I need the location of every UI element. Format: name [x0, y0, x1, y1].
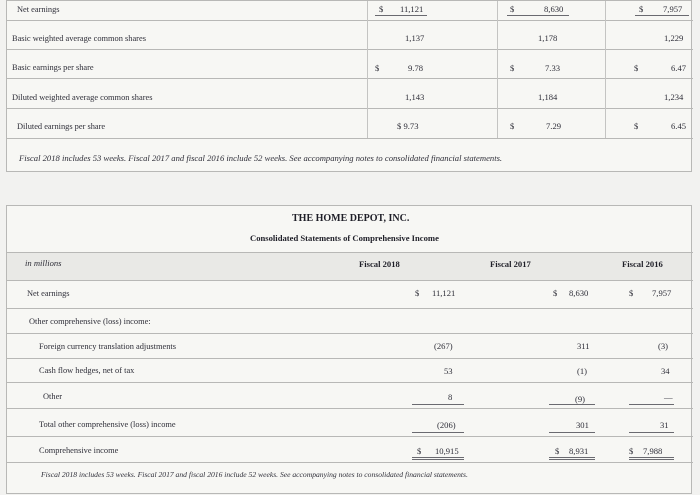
header-fiscal-2017: Fiscal 2017 [490, 259, 531, 269]
basic-eps-fy2017: 7.33 [545, 63, 561, 73]
foreign-currency-fy2017: 311 [577, 341, 590, 351]
diluted-shares-fy2018: 1,143 [405, 92, 425, 102]
units-label: in millions [25, 258, 62, 268]
currency-symbol: $ [417, 446, 422, 456]
company-name: THE HOME DEPOT, INC. [292, 213, 410, 224]
footnote: Fiscal 2018 includes 53 weeks. Fiscal 2017 and fiscal 2016 include 52 weeks. See accompanying notes to consolidated financial statements. [19, 153, 503, 163]
currency-symbol: $ [553, 288, 558, 298]
currency-symbol: $ [634, 63, 639, 73]
currency-symbol: $ [375, 63, 380, 73]
comprehensive-income-fy2018: 10,915 [435, 446, 459, 456]
diluted-eps-fy2017: 7.29 [546, 121, 562, 131]
comprehensive-income-fy2017: 8,931 [569, 446, 589, 456]
diluted-eps-fy2018: $ 9.73 [397, 121, 419, 131]
currency-symbol: $ [639, 4, 644, 14]
currency-symbol: $ [634, 121, 639, 131]
row-label-cash-flow-hedges: Cash flow hedges, net of tax [39, 366, 135, 375]
row-label-basic-eps: Basic earnings per share [12, 63, 94, 72]
row-label-other: Other [43, 392, 63, 401]
basic-shares-fy2018: 1,137 [405, 33, 425, 43]
other-fy2017: (9) [575, 394, 586, 404]
basic-eps-fy2018: 9.78 [408, 63, 424, 73]
row-label-diluted-shares: Diluted weighted average common shares [12, 93, 153, 102]
header-fiscal-2016: Fiscal 2016 [622, 259, 663, 269]
statement-title: Consolidated Statements of Comprehensive Income [250, 233, 439, 243]
other-fy2018: 8 [448, 392, 453, 402]
comprehensive-income-statement [6, 205, 692, 494]
header-fiscal-2018: Fiscal 2018 [359, 259, 400, 269]
net-earnings-fy2016: 7,957 [652, 288, 672, 298]
cash-flow-hedges-fy2018: 53 [444, 366, 453, 376]
currency-symbol: $ [629, 446, 634, 456]
basic-eps-fy2016: 6.47 [671, 63, 687, 73]
earnings-per-share-table [6, 0, 692, 172]
total-other-comprehensive-fy2017: 301 [576, 420, 589, 430]
row-label-total-other-comprehensive: Total other comprehensive (loss) income [39, 420, 176, 429]
cash-flow-hedges-fy2016: 34 [661, 366, 670, 376]
row-label-net-earnings: Net earnings [17, 5, 60, 14]
basic-shares-fy2016: 1,229 [664, 33, 684, 43]
currency-symbol: $ [629, 288, 634, 298]
currency-symbol: $ [510, 63, 515, 73]
currency-symbol: $ [379, 4, 384, 14]
other-fy2016: — [664, 392, 673, 402]
diluted-shares-fy2017: 1,184 [538, 92, 558, 102]
row-label-net-earnings: Net earnings [27, 289, 70, 298]
basic-shares-fy2017: 1,178 [538, 33, 558, 43]
total-other-comprehensive-fy2018: (206) [437, 420, 456, 430]
net-earnings-fy2018: 11,121 [400, 4, 424, 14]
diluted-eps-fy2016: 6.45 [671, 121, 687, 131]
net-earnings-fy2017: 8,630 [544, 4, 564, 14]
total-other-comprehensive-fy2016: 31 [660, 420, 669, 430]
row-label-basic-shares: Basic weighted average common shares [12, 34, 146, 43]
cash-flow-hedges-fy2017: (1) [577, 366, 588, 376]
row-label-other-comprehensive-header: Other comprehensive (loss) income: [29, 317, 151, 326]
diluted-shares-fy2016: 1,234 [664, 92, 684, 102]
row-label-comprehensive-income: Comprehensive income [39, 446, 119, 455]
net-earnings-fy2018: 11,121 [432, 288, 456, 298]
comprehensive-income-fy2016: 7,988 [643, 446, 663, 456]
currency-symbol: $ [415, 288, 420, 298]
footnote: Fiscal 2018 includes 53 weeks. Fiscal 2017 and fiscal 2016 include 52 weeks. See accompanying notes to consolidated financial statements. [41, 470, 468, 479]
row-label-diluted-eps: Diluted earnings per share [17, 122, 106, 131]
currency-symbol: $ [510, 4, 515, 14]
net-earnings-fy2016: 7,957 [663, 4, 683, 14]
foreign-currency-fy2016: (3) [658, 341, 669, 351]
net-earnings-fy2017: 8,630 [569, 288, 589, 298]
row-label-foreign-currency: Foreign currency translation adjustments [39, 342, 176, 351]
foreign-currency-fy2018: (267) [434, 341, 453, 351]
currency-symbol: $ [555, 446, 560, 456]
currency-symbol: $ [510, 121, 515, 131]
